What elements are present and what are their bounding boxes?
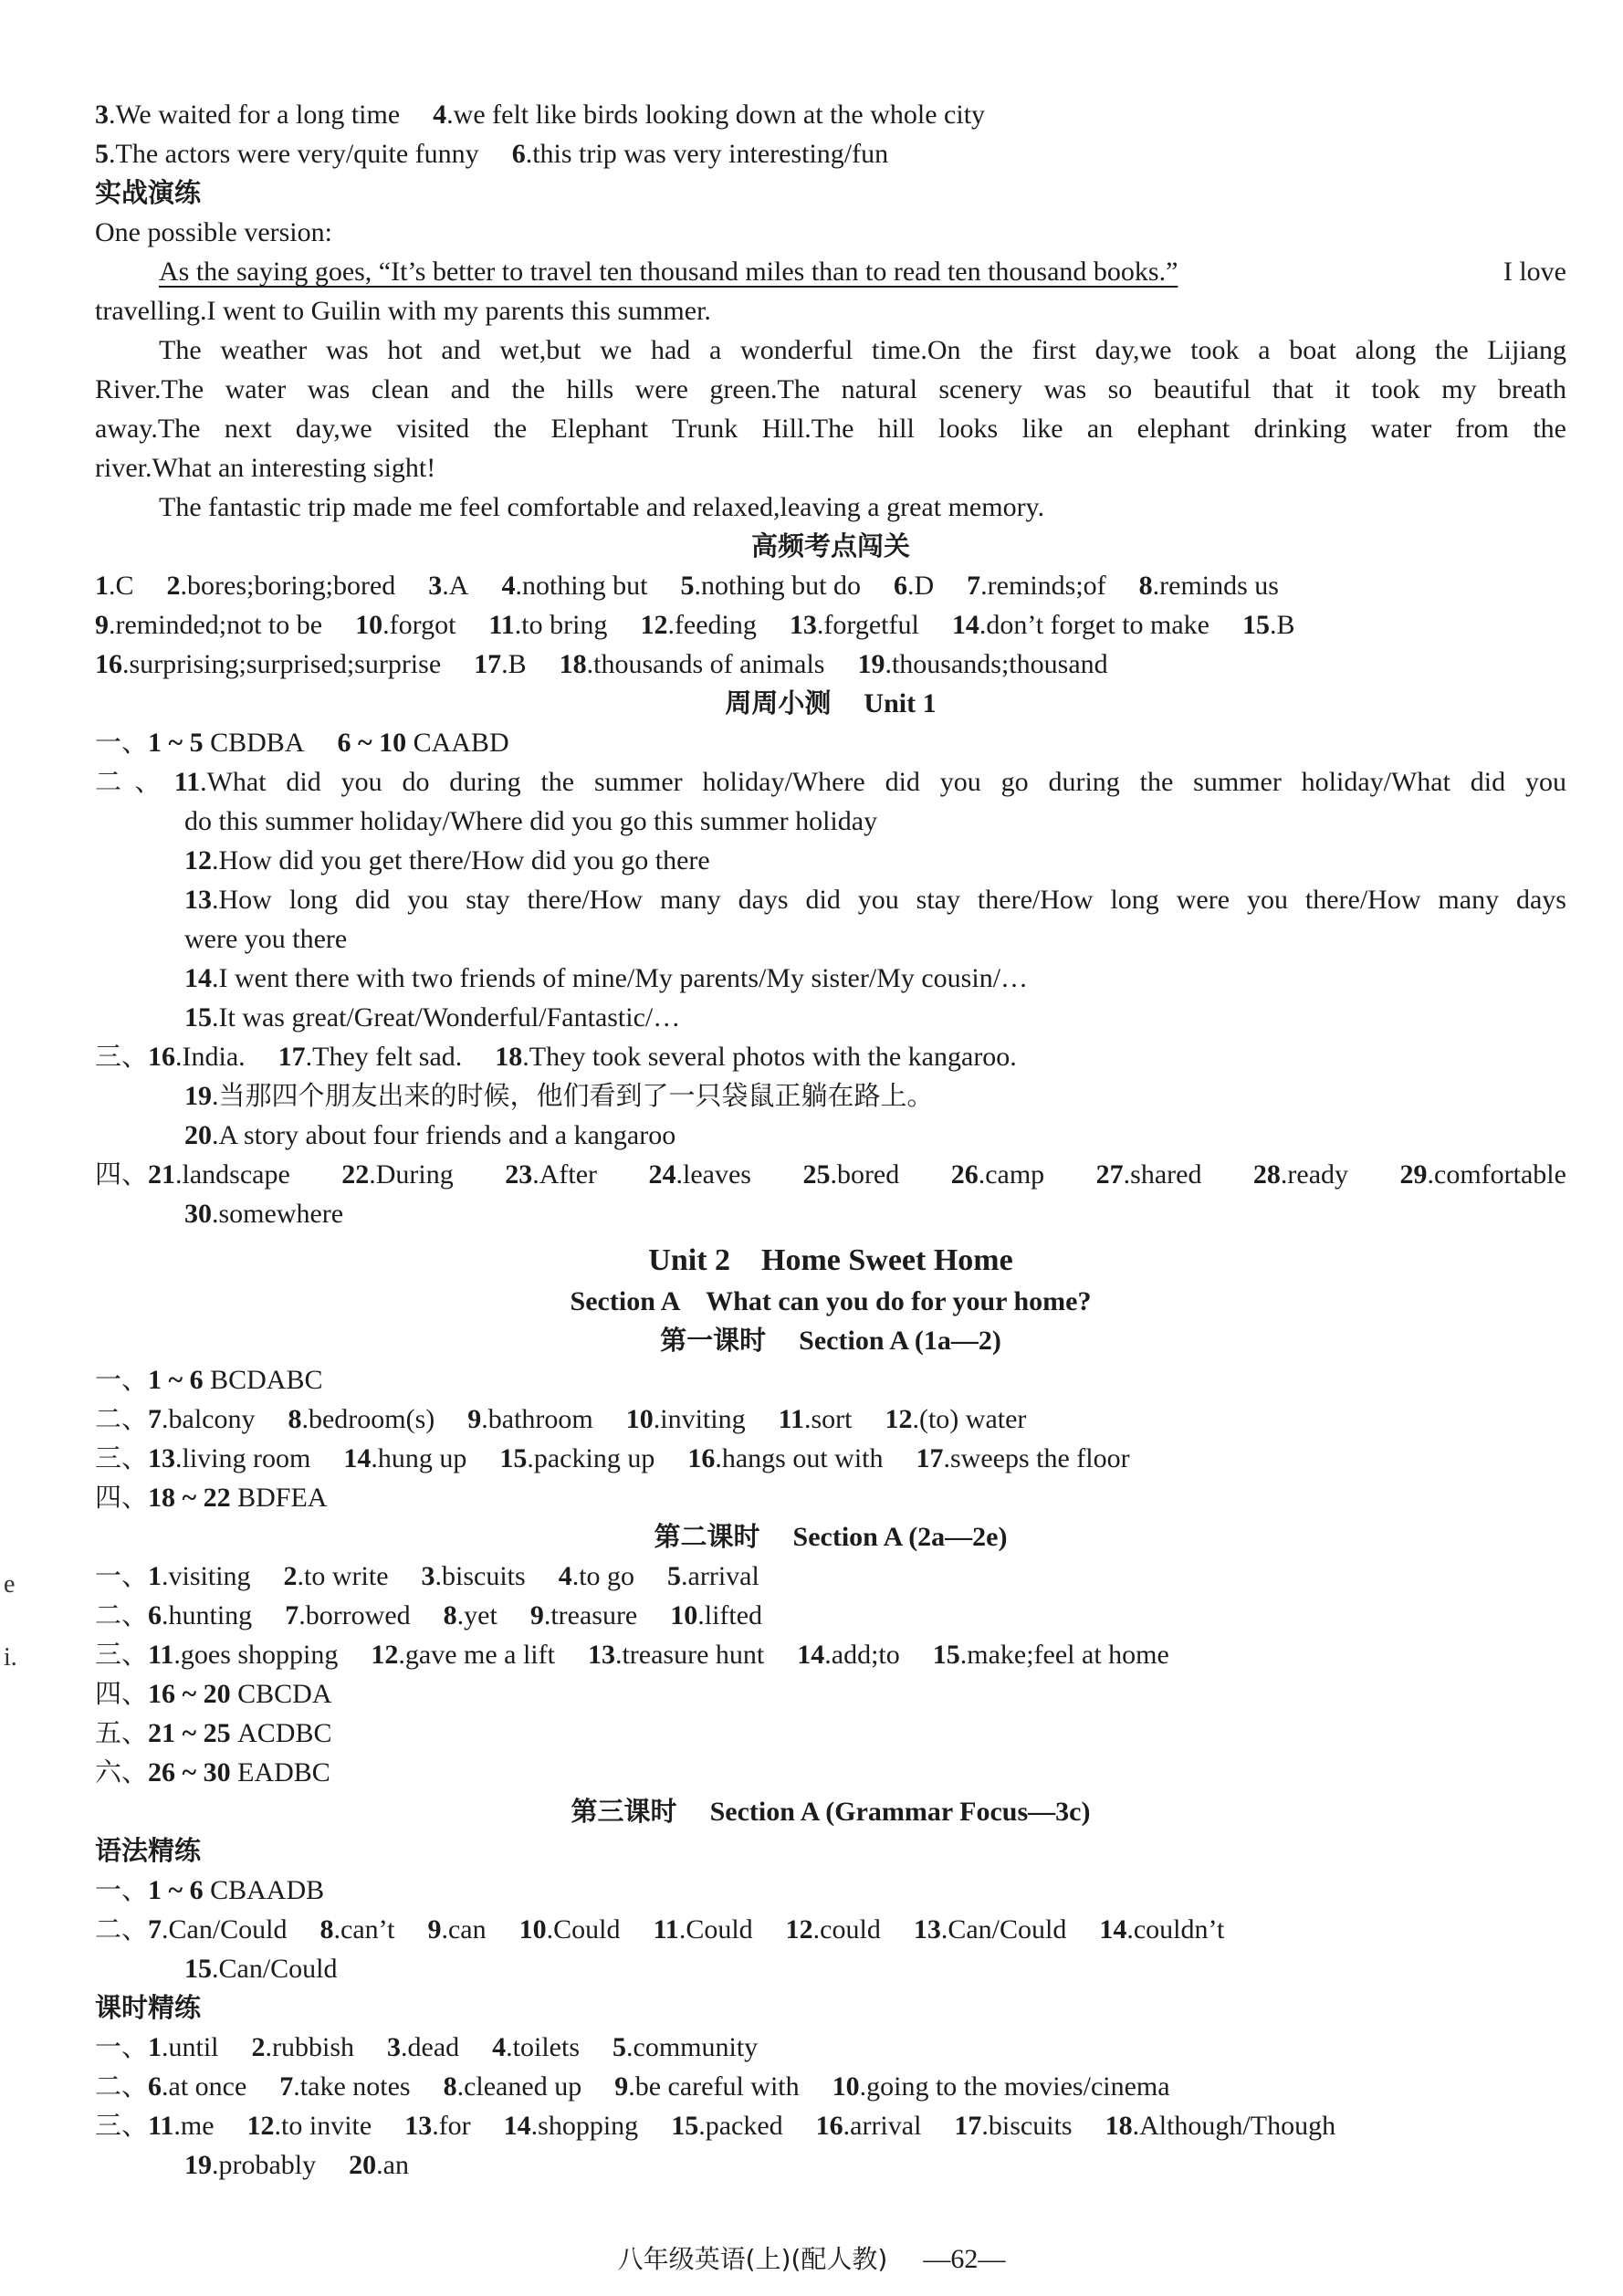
item-number: 12 xyxy=(885,1404,913,1434)
item-number: 4 xyxy=(501,571,516,601)
section-marker: 一、 xyxy=(95,1560,149,1591)
item-number: 14 xyxy=(343,1443,372,1473)
answer-item: 三、16.India. xyxy=(95,1041,246,1072)
item-number: 26 ~ 30 xyxy=(148,1757,231,1788)
item-number: 11 xyxy=(148,2111,174,2141)
answer-item: 7.reminds;of xyxy=(967,571,1106,601)
section-title: Section A What can you do for your home? xyxy=(570,1286,1092,1316)
item-number: 13 xyxy=(587,1640,615,1670)
answer-line xyxy=(95,1871,1566,1910)
item-number: 21 ~ 25 xyxy=(148,1718,231,1748)
answer-line xyxy=(95,134,1566,173)
answer-item: 12.to invite xyxy=(246,2111,372,2141)
item-number: 17 xyxy=(954,2111,982,2141)
answer-item: 3.biscuits xyxy=(421,1561,526,1591)
answer-item: 15.make;feel at home xyxy=(932,1640,1169,1670)
answer-item: 9.bathroom xyxy=(467,1404,593,1434)
answer-line xyxy=(95,1635,1566,1674)
item-number: 3 xyxy=(387,2032,402,2062)
section-marker: 六、 xyxy=(95,1756,149,1788)
answer-item: 16.surprising;surprised;surprise xyxy=(95,649,442,679)
item-number: 1 xyxy=(148,2032,162,2062)
answer-item: 8.can’t xyxy=(319,1914,395,1945)
answer-item: 20.an xyxy=(349,2150,409,2180)
answer-item: 6.this trip was very interesting/fun xyxy=(511,139,889,169)
answer-item: 10.inviting xyxy=(625,1404,746,1434)
answer-item: 4.we felt like birds looking down at the whole city xyxy=(433,100,986,130)
answer-line xyxy=(95,1714,1566,1753)
item-number: 14 xyxy=(503,2111,531,2141)
item-number: 9 xyxy=(427,1914,442,1945)
item-number: 1 ~ 6 xyxy=(148,1365,204,1395)
answer-item: 5.nothing but do xyxy=(680,571,861,601)
answer-line xyxy=(95,2067,1566,2106)
item-number: 23 xyxy=(505,1159,533,1190)
answer-line: away.The next day,we visited the Elephant Trunk Hill.The hill looks like an elephant drinking water from the xyxy=(95,414,1566,444)
answer-item: 17.sweeps the floor xyxy=(916,1443,1130,1473)
section-marker: 二、 xyxy=(95,2071,149,2102)
answer-line: 二、11.What did you do during the summer holiday/Where did you go during the summer holiday/What did you xyxy=(95,766,1566,797)
section-marker: 二、 xyxy=(95,1599,149,1630)
answer-page xyxy=(95,95,1566,2185)
answer-item: 16.arrival xyxy=(815,2111,922,2141)
section-heading: 语法精练 xyxy=(95,1835,202,1866)
page-number: —62— xyxy=(923,2244,1006,2274)
answer-item: 29.comfortable xyxy=(1399,1159,1566,1190)
answer-line: river.What an interesting sight! xyxy=(95,453,436,483)
item-number: 7 xyxy=(148,1914,162,1945)
answer-line xyxy=(95,1596,1566,1635)
section-marker: 二、 xyxy=(95,766,174,797)
answer-item: 13.Can/Could xyxy=(913,1914,1067,1945)
section-heading: 实战演练 xyxy=(95,177,202,208)
item-number: 1 xyxy=(95,571,109,601)
item-number: 15 xyxy=(499,1443,528,1473)
answer-item: 23.After xyxy=(505,1159,598,1190)
answer-item: 19.probably xyxy=(184,2150,317,2180)
section-marker: 三、 xyxy=(95,1442,149,1473)
item-number: 10 xyxy=(625,1404,654,1434)
item-number: 7 xyxy=(148,1404,162,1434)
item-number: 16 xyxy=(815,2111,843,2141)
answer-line: 12.How did you get there/How did you go there xyxy=(184,845,710,875)
answer-item: 三、11.me xyxy=(95,2110,215,2141)
item-number: 6 xyxy=(894,571,907,601)
item-number: 13 xyxy=(404,2111,433,2141)
item-number: 3 xyxy=(428,571,443,601)
answer-line xyxy=(95,1155,1566,1194)
item-number: 5 xyxy=(667,1561,682,1591)
answer-item: 11.sort xyxy=(778,1404,853,1434)
item-number: 9 xyxy=(467,1404,482,1434)
item-number: 15 xyxy=(184,1954,212,1984)
item-number: 29 xyxy=(1399,1159,1428,1190)
answer-item: 一、1.until xyxy=(95,2031,219,2062)
answer-line xyxy=(95,723,1566,762)
item-number: 17 xyxy=(474,649,502,679)
item-number: 9 xyxy=(614,2071,629,2102)
answer-line xyxy=(95,1360,1566,1400)
item-number: 2 xyxy=(251,2032,266,2062)
answer-item: 8.bedroom(s) xyxy=(288,1404,435,1434)
item-number: 13 xyxy=(148,1443,176,1473)
item-number: 21 xyxy=(148,1159,176,1190)
item-number: 14 xyxy=(951,610,979,640)
item-number: 18 xyxy=(495,1042,523,1072)
unit-title: Unit 2 Home Sweet Home xyxy=(648,1243,1013,1277)
answer-item: 14.don’t forget to make xyxy=(951,610,1210,640)
answer-line: 15.It was great/Great/Wonderful/Fantastic/… xyxy=(184,1002,681,1033)
item-number: 20 xyxy=(349,2150,377,2180)
item-number: 8 xyxy=(1138,571,1153,601)
answer-item: 4.nothing but xyxy=(501,571,648,601)
answer-item: 17.biscuits xyxy=(954,2111,1073,2141)
answer-item: 2.bores;boring;bored xyxy=(166,571,396,601)
answer-line xyxy=(95,1439,1566,1478)
item-number: 16 xyxy=(148,1042,176,1072)
item-number: 5 xyxy=(613,2032,627,2062)
answer-item: 4.toilets xyxy=(492,2032,581,2062)
answer-item: 5.The actors were very/quite funny xyxy=(95,139,479,169)
answer-item: 15.packing up xyxy=(499,1443,655,1473)
answer-line: The weather was hot and wet,but we had a wonderful time.On the first day,we took a boat along the Lijiang xyxy=(159,335,1566,365)
item-number: 14 xyxy=(184,963,212,993)
answer-item: 8.yet xyxy=(443,1600,497,1630)
answer-item: 12.gave me a lift xyxy=(371,1640,555,1670)
section-marker: 一、 xyxy=(95,2031,149,2062)
item-number: 15 xyxy=(671,2111,699,2141)
answer-line xyxy=(95,1753,1566,1792)
item-number: 9 xyxy=(529,1600,544,1630)
answer-item: 16.hangs out with xyxy=(687,1443,884,1473)
answer-line xyxy=(95,1910,1566,1949)
answer-item: 一、1.visiting xyxy=(95,1560,251,1591)
item-number: 19 xyxy=(184,2150,212,2180)
item-number: 1 xyxy=(148,1561,162,1591)
answer-item: 18.Although/Though xyxy=(1105,2111,1336,2141)
item-number: 6 xyxy=(511,139,526,169)
item-number: 1 ~ 6 xyxy=(148,1875,204,1905)
answer-line: 15.Can/Could xyxy=(184,1954,338,1984)
answer-line xyxy=(95,2028,1566,2067)
answer-item: 18.They took several photos with the kangaroo. xyxy=(495,1042,1017,1072)
answer-item: 四、16 ~ 20 CBCDA xyxy=(95,1678,332,1709)
answer-line xyxy=(95,2145,1566,2185)
item-number: 30 xyxy=(184,1199,212,1229)
answer-line xyxy=(95,645,1566,684)
item-number: 8 xyxy=(443,1600,457,1630)
section-marker: 一、 xyxy=(95,1364,149,1395)
answer-line xyxy=(95,566,1566,605)
item-number: 19 xyxy=(857,649,885,679)
answer-item: 二、7.Can/Could xyxy=(95,1913,288,1945)
answer-item: 12.could xyxy=(785,1914,881,1945)
answer-item: 25.bored xyxy=(802,1159,900,1190)
item-number: 7 xyxy=(285,1600,299,1630)
answer-line xyxy=(95,1557,1566,1596)
answer-item: 3.We waited for a long time xyxy=(95,100,401,130)
answer-item: 10.going to the movies/cinema xyxy=(832,2071,1170,2102)
answer-item: 14.hung up xyxy=(343,1443,467,1473)
item-number: 8 xyxy=(443,2071,457,2102)
answer-item: 五、21 ~ 25 ACDBC xyxy=(95,1717,332,1748)
answer-line: River.The water was clean and the hills were green.The natural scenery was so beautiful that it took my breath xyxy=(95,374,1566,404)
answer-item: 二、7.balcony xyxy=(95,1403,256,1434)
section-marker: 二、 xyxy=(95,1403,149,1434)
answer-line: travelling.I went to Guilin with my parents this summer. xyxy=(95,296,711,326)
answer-line: 30.somewhere xyxy=(184,1199,344,1229)
answer-line xyxy=(95,1478,1566,1517)
item-number: 4 xyxy=(558,1561,572,1591)
edge-mark: i. xyxy=(4,1643,17,1672)
lesson-heading: 第二课时 Section A (2a—2e) xyxy=(654,1521,1008,1552)
answer-item: 5.community xyxy=(613,2032,759,2062)
item-number: 15 xyxy=(1242,610,1271,640)
section-marker: 三、 xyxy=(95,1041,149,1072)
answer-item: 2.to write xyxy=(283,1561,389,1591)
lesson-heading: 第一课时 Section A (1a—2) xyxy=(660,1325,1001,1356)
item-number: 5 xyxy=(680,571,695,601)
answer-line: 19.当那四个朋友出来的时候，他们看到了一只袋鼠正躺在路上。 xyxy=(184,1080,934,1111)
answer-item: 12.feeding xyxy=(640,610,757,640)
answer-item: 28.ready xyxy=(1252,1159,1349,1190)
item-number: 12 xyxy=(785,1914,813,1945)
item-number: 7 xyxy=(279,2071,294,2102)
answer-item: 10.Could xyxy=(518,1914,621,1945)
item-number: 12 xyxy=(640,610,668,640)
answer-line: 20.A story about four friends and a kangaroo xyxy=(184,1120,676,1150)
answer-item: 13.treasure hunt xyxy=(587,1640,765,1670)
item-number: 27 xyxy=(1095,1159,1124,1190)
answer-item: 24.leaves xyxy=(648,1159,751,1190)
answer-item: 一、1 ~ 6 BCDABC xyxy=(95,1364,323,1395)
answer-item: 17.They felt sad. xyxy=(277,1042,463,1072)
item-number: 2 xyxy=(283,1561,298,1591)
answer-item: 14.shopping xyxy=(503,2111,639,2141)
item-number: 13 xyxy=(913,1914,941,1945)
answer-item: 三、13.living room xyxy=(95,1442,311,1473)
answer-line: 13.How long did you stay there/How many days did you stay there/How long were you there/How many days xyxy=(184,885,1566,915)
underlined-quote: As the saying goes, “It’s better to travel ten thousand miles than to read ten thousand books.” xyxy=(159,257,1178,287)
item-number: 13 xyxy=(184,885,212,915)
item-number: 14 xyxy=(797,1640,825,1670)
answer-item: 15.packed xyxy=(671,2111,783,2141)
item-number: 16 ~ 20 xyxy=(148,1679,231,1709)
item-number: 5 xyxy=(95,139,109,169)
section-marker: 二、 xyxy=(95,1913,149,1945)
answer-item: 9.can xyxy=(427,1914,487,1945)
section-marker: 四、 xyxy=(95,1482,149,1513)
answer-item: 11.Could xyxy=(653,1914,753,1945)
answer-item: 9.be careful with xyxy=(614,2071,800,2102)
answer-line: The fantastic trip made me feel comfortable and relaxed,leaving a great memory. xyxy=(159,492,1045,522)
answer-item: 13.forgetful xyxy=(789,610,919,640)
answer-item: 二、6.at once xyxy=(95,2071,247,2102)
answer-item: 6.D xyxy=(894,571,935,601)
answer-item: 8.cleaned up xyxy=(443,2071,582,2102)
answer-item: 三、11.goes shopping xyxy=(95,1639,339,1670)
item-number: 10 xyxy=(832,2071,860,2102)
answer-item: 4.to go xyxy=(558,1561,635,1591)
answer-line xyxy=(95,605,1566,645)
section-marker: 一、 xyxy=(95,1874,149,1905)
item-number: 10 xyxy=(670,1600,698,1630)
answer-item: 18.thousands of animals xyxy=(559,649,825,679)
item-number: 8 xyxy=(319,1914,334,1945)
answer-item: 27.shared xyxy=(1095,1159,1202,1190)
answer-line: were you there xyxy=(184,924,348,954)
item-number: 11 xyxy=(173,767,201,797)
answer-item: 10.lifted xyxy=(670,1600,763,1630)
footer-book-title: 八年级英语(上)(配人教) xyxy=(617,2244,888,2274)
item-number: 2 xyxy=(166,571,181,601)
answer-line: do this summer holiday/Where did you go this summer holiday xyxy=(184,806,878,836)
section-marker: 三、 xyxy=(95,2110,149,2141)
item-number: 18 ~ 22 xyxy=(148,1483,231,1513)
answer-line xyxy=(95,1400,1566,1439)
section-heading: 课时精练 xyxy=(95,1992,202,2023)
item-number: 18 xyxy=(1105,2111,1133,2141)
answer-item: 15.B xyxy=(1242,610,1295,640)
answer-line: 14.I went there with two friends of mine/My parents/My sister/My cousin/… xyxy=(184,963,1029,993)
item-number: 11 xyxy=(488,610,515,640)
item-number: 10 xyxy=(355,610,383,640)
item-number: 14 xyxy=(1099,1914,1127,1945)
answer-line: As the saying goes, “It’s better to travel ten thousand miles than to read ten thousand books.” I love xyxy=(95,252,1566,291)
answer-item: 14.add;to xyxy=(797,1640,900,1670)
lesson-heading: 周周小测 Unit 1 xyxy=(725,687,937,718)
answer-item: 12.(to) water xyxy=(885,1404,1027,1434)
lesson-heading: 第三课时 Section A (Grammar Focus—3c) xyxy=(571,1796,1091,1827)
item-number: 17 xyxy=(916,1443,944,1473)
answer-item: 7.take notes xyxy=(279,2071,411,2102)
answer-item: 6 ~ 10 CAABD xyxy=(337,728,509,758)
item-number: 16 xyxy=(95,649,122,679)
item-number: 18 xyxy=(559,649,587,679)
item-number: 8 xyxy=(288,1404,302,1434)
item-number: 11 xyxy=(653,1914,679,1945)
section-marker: 三、 xyxy=(95,1639,149,1670)
answer-item: 四、18 ~ 22 BDFEA xyxy=(95,1482,328,1513)
answer-item: 7.borrowed xyxy=(285,1600,411,1630)
answer-item: 二、6.hunting xyxy=(95,1599,253,1630)
item-number: 3 xyxy=(95,100,109,130)
item-number: 6 ~ 10 xyxy=(337,728,407,758)
item-number: 9 xyxy=(95,610,109,640)
item-number: 10 xyxy=(518,1914,547,1945)
answer-item: 10.forgot xyxy=(355,610,456,640)
item-number: 17 xyxy=(277,1042,306,1072)
answer-item: 19.thousands;thousand xyxy=(857,649,1108,679)
answer-item: 一、1 ~ 5 CBDBA xyxy=(95,727,305,758)
answer-item: 26.camp xyxy=(950,1159,1045,1190)
item-number: 7 xyxy=(967,571,981,601)
item-number: 12 xyxy=(246,2111,275,2141)
item-number: 3 xyxy=(421,1561,435,1591)
answer-item: 3.dead xyxy=(387,2032,460,2062)
answer-item: 四、21.landscape xyxy=(95,1158,290,1190)
item-number: 16 xyxy=(687,1443,716,1473)
section-marker: 一、 xyxy=(95,727,149,758)
answer-item: 13.for xyxy=(404,2111,471,2141)
answer-item: 22.During xyxy=(341,1159,454,1190)
item-number: 11 xyxy=(148,1640,174,1670)
item-number: 28 xyxy=(1252,1159,1281,1190)
item-number: 26 xyxy=(950,1159,979,1190)
answer-item: 5.arrival xyxy=(667,1561,759,1591)
edge-mark: e xyxy=(4,1570,16,1599)
item-number: 12 xyxy=(371,1640,399,1670)
item-number: 15 xyxy=(184,1002,212,1033)
answer-line xyxy=(95,1674,1566,1714)
section-marker: 四、 xyxy=(95,1158,149,1190)
item-number: 11 xyxy=(778,1404,804,1434)
item-number: 4 xyxy=(492,2032,507,2062)
answer-item: 3.A xyxy=(428,571,469,601)
item-number: 20 xyxy=(184,1120,212,1150)
section-marker: 五、 xyxy=(95,1717,149,1748)
item-number: 1 ~ 5 xyxy=(148,728,204,758)
item-number: 22 xyxy=(341,1159,370,1190)
answer-line xyxy=(95,95,1566,134)
answer-line xyxy=(95,2106,1566,2145)
answer-line: One possible version: xyxy=(95,217,332,247)
item-number: 15 xyxy=(932,1640,960,1670)
item-number: 6 xyxy=(148,2071,162,2102)
answer-item: 六、26 ~ 30 EADBC xyxy=(95,1756,330,1788)
page-footer xyxy=(0,2239,1623,2276)
item-number: 12 xyxy=(184,845,212,875)
answer-item: 2.rubbish xyxy=(251,2032,355,2062)
item-number: 24 xyxy=(648,1159,676,1190)
item-number: 25 xyxy=(802,1159,831,1190)
answer-item: 1.C xyxy=(95,571,134,601)
answer-item: 11.to bring xyxy=(488,610,608,640)
section-heading: 高频考点闯关 xyxy=(750,530,910,561)
item-number: 6 xyxy=(148,1600,162,1630)
answer-item: 14.couldn’t xyxy=(1099,1914,1225,1945)
answer-item: 一、1 ~ 6 CBAADB xyxy=(95,1874,325,1905)
item-number: 13 xyxy=(789,610,817,640)
answer-item: 9.treasure xyxy=(529,1600,638,1630)
answer-item: 8.reminds us xyxy=(1138,571,1279,601)
item-number: 4 xyxy=(433,100,447,130)
answer-item: 9.reminded;not to be xyxy=(95,610,323,640)
answer-line xyxy=(95,1037,1566,1076)
section-marker: 四、 xyxy=(95,1678,149,1709)
answer-item: 17.B xyxy=(474,649,527,679)
